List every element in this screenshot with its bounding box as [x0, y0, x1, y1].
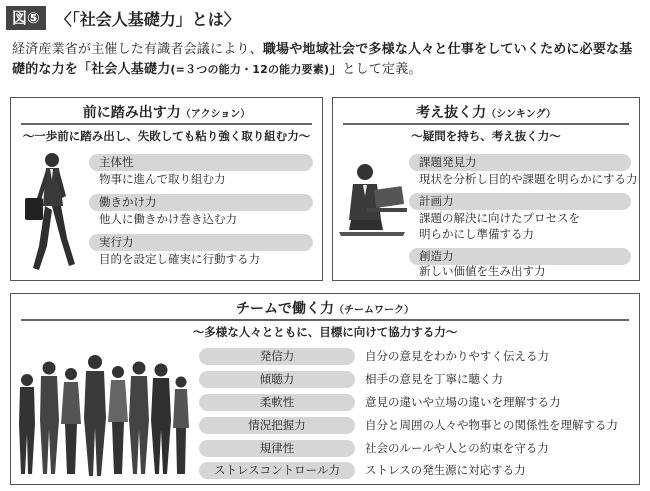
action-box	[10, 97, 323, 281]
team-subtitle: 〜多様な人々とともに、目標に向けて協力する力〜	[192, 325, 458, 339]
intro-paragraph	[12, 40, 642, 80]
thinking-item-2-desc-line1: 課題の解決に向けたプロセスを	[419, 211, 580, 225]
team-item-2-label: 傾聴力	[199, 371, 355, 388]
figure-label: 図⑤	[6, 6, 46, 30]
intro-text-2: として定義。	[342, 62, 422, 77]
intro-paren: (=３つの能力・12の能力要素)	[170, 63, 330, 76]
team-item-3-label: 柔軟性	[199, 394, 355, 411]
team-group-illustration	[15, 354, 191, 479]
action-item-2-label: 働きかけ力	[89, 194, 313, 211]
thinking-item-2-label: 計画力	[409, 193, 631, 210]
team-item-2-desc: 相手の意見を丁寧に聴く力	[365, 372, 503, 386]
thinking-item-2-desc-line2: 明らかにし準備する力	[419, 227, 534, 241]
team-item-1-label: 発信力	[199, 348, 355, 365]
team-item-4-desc: 自分と周囲の人々や物事との関係性を理解する力	[365, 418, 618, 432]
thinking-box	[332, 97, 640, 281]
team-item-1-desc: 自分の意見をわかりやすく伝える力	[365, 349, 549, 363]
businessman-at-laptop-illustration	[337, 158, 407, 242]
action-item-3-label: 実行力	[89, 234, 313, 251]
team-item-5-desc: 社会のルールや人との約束を守る力	[365, 441, 549, 455]
action-subtitle: 〜一歩前に踏み出し、失敗しても粘り強く取り組む力〜	[22, 129, 311, 143]
thinking-item-3-label: 創造力	[409, 248, 631, 265]
thinking-item-3-desc: 新しい価値を生み出す力	[419, 264, 546, 278]
team-item-6-label: ストレスコントロール力	[199, 462, 355, 479]
thinking-subtitle: 〜疑問を持ち、考え抜く力〜	[411, 129, 561, 143]
action-title: 前に踏み出す力（アクション）	[82, 105, 251, 121]
team-item-4-label: 情況把握力	[199, 417, 355, 434]
divider	[21, 123, 312, 125]
thinking-title: 考え抜く力（シンキング）	[416, 105, 556, 121]
team-title: チームで働く力（チームワーク）	[236, 301, 414, 317]
thinking-item-1-label: 課題発見力	[409, 154, 631, 171]
intro-bold-1: 職場や地域社会で多様な人々と仕事をしていくために必要な基礎的な力を「社会人基礎力	[12, 42, 633, 77]
action-item-1-desc: 物事に進んで取り組む力	[99, 172, 226, 186]
figure-title: 〈「社会人基礎力」とは〉	[55, 9, 240, 29]
thinking-item-1-desc: 現状を分析し目的や課題を明らかにする力	[419, 172, 638, 186]
team-item-3-desc: 意見の違いや立場の違いを理解する力	[365, 395, 561, 409]
team-item-5-label: 規律性	[199, 440, 355, 457]
walking-businessman-illustration	[19, 150, 81, 276]
action-item-2-desc: 他人に働きかけ巻き込む力	[99, 212, 237, 226]
team-item-6-desc: ストレスの発生源に対応する力	[365, 463, 526, 477]
action-item-3-desc: 目的を設定し確実に行動する力	[99, 252, 260, 266]
intro-text-1: 経済産業省が主催した有識者会議により、	[12, 42, 263, 57]
action-item-1-label: 主体性	[89, 154, 313, 171]
divider	[343, 123, 629, 125]
divider	[21, 319, 629, 321]
intro-bold-2: 」	[329, 62, 343, 77]
team-box	[10, 293, 640, 485]
figure-header	[6, 6, 240, 30]
